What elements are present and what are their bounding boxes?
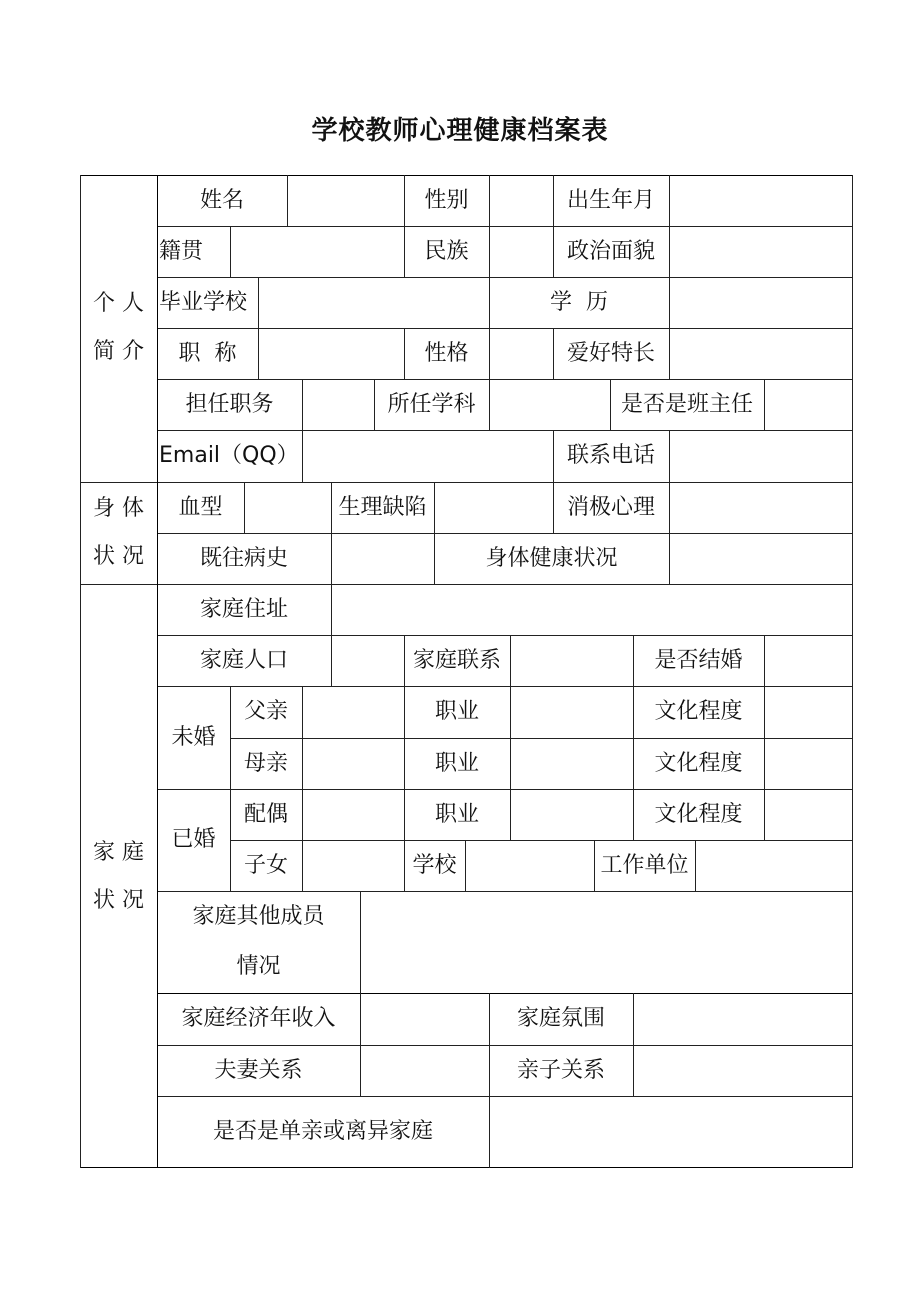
label-children-school: 学校 [412,852,457,878]
label-graduated-school: 毕业学校 [159,289,248,315]
field-head-teacher[interactable] [764,379,852,430]
label-married: 是否结婚 [654,647,743,673]
label-blood: 血型 [178,494,223,520]
field-native-place[interactable] [230,226,404,277]
label-wed: 已婚 [171,827,216,852]
label-health: 身体健康状况 [485,545,618,571]
field-position[interactable] [302,379,374,430]
field-character[interactable] [489,328,553,379]
field-parent-child[interactable] [633,1045,852,1096]
label-education: 学 历 [550,289,608,315]
form-title: 学校教师心理健康档案表 [311,116,609,146]
label-mother-occupation: 职业 [434,750,479,776]
label-phone: 联系电话 [566,443,655,468]
label-subject: 所任学科 [387,391,476,417]
label-other-members-line2: 情况 [236,954,281,979]
label-other-members [157,891,360,993]
label-negative: 消极心理 [566,494,655,520]
label-father-education: 文化程度 [654,699,743,724]
field-birth[interactable] [669,175,852,226]
label-population: 家庭人口 [199,647,288,673]
field-education[interactable] [669,277,852,328]
field-contact[interactable] [510,635,633,686]
label-character: 性格 [424,340,469,366]
label-unmarried: 未婚 [171,724,216,750]
field-population[interactable] [331,635,404,686]
field-defect[interactable] [434,482,553,533]
field-single-parent[interactable] [489,1096,852,1168]
section-body-line1: 身 体 [93,496,144,521]
field-other-members[interactable] [360,891,852,993]
field-email[interactable] [302,430,553,482]
label-father: 父亲 [243,699,288,724]
field-father[interactable] [302,686,404,738]
field-spouse[interactable] [302,789,404,840]
section-personal-line1: 个 人 [93,291,144,316]
label-atmosphere: 家庭氛围 [516,1006,605,1031]
label-gender: 性别 [424,187,469,213]
label-email: Email（QQ） [159,443,299,468]
label-defect: 生理缺陷 [338,494,427,520]
field-children-school[interactable] [465,840,594,891]
field-subject[interactable] [489,379,610,430]
label-head-teacher: 是否是班主任 [620,391,753,417]
field-spouse-occupation[interactable] [510,789,633,840]
field-ethnicity[interactable] [489,226,553,277]
label-mother-education: 文化程度 [654,750,743,776]
field-blood[interactable] [244,482,331,533]
label-mother: 母亲 [243,750,288,776]
label-spouse: 配偶 [243,801,288,827]
field-address[interactable] [331,584,852,635]
field-negative[interactable] [669,482,852,533]
label-father-occupation: 职业 [434,699,479,724]
field-history[interactable] [331,533,434,584]
field-mother-education[interactable] [764,738,852,789]
field-married[interactable] [764,635,852,686]
field-couple[interactable] [360,1045,489,1096]
label-political-status: 政治面貌 [566,238,655,264]
field-income[interactable] [360,993,489,1045]
label-work-unit: 工作单位 [600,852,689,878]
field-graduated-school[interactable] [258,277,489,328]
field-phone[interactable] [669,430,852,482]
field-title[interactable] [258,328,404,379]
label-address: 家庭住址 [199,596,288,622]
label-birth: 出生年月 [566,187,655,213]
field-mother[interactable] [302,738,404,789]
section-personal-line2: 简 介 [93,339,144,364]
label-position: 担任职务 [185,391,274,417]
field-children[interactable] [302,840,404,891]
field-mother-occupation[interactable] [510,738,633,789]
label-other-members-line1: 家庭其他成员 [192,904,325,929]
label-income: 家庭经济年收入 [181,1006,336,1031]
label-children: 子女 [243,852,288,878]
field-father-education[interactable] [764,686,852,738]
field-spouse-education[interactable] [764,789,852,840]
section-personal-label [80,277,157,379]
section-family-line2: 状 况 [93,888,144,913]
label-hobby: 爱好特长 [566,340,655,366]
section-body-label [80,482,157,584]
section-family-line1: 家 庭 [93,840,144,865]
label-native-place: 籍贯 [159,238,204,264]
label-name: 姓名 [199,187,244,213]
label-single-parent: 是否是单亲或离异家庭 [212,1119,433,1144]
field-father-occupation[interactable] [510,686,633,738]
field-political-status[interactable] [669,226,852,277]
field-name[interactable] [287,175,404,226]
label-spouse-occupation: 职业 [434,801,479,827]
field-work-unit[interactable] [695,840,852,891]
label-parent-child: 亲子关系 [516,1057,605,1083]
section-body-line2: 状 况 [93,544,144,569]
label-contact: 家庭联系 [412,647,501,673]
label-couple: 夫妻关系 [214,1057,303,1083]
label-history: 既往病史 [199,545,288,571]
field-gender[interactable] [489,175,553,226]
field-atmosphere[interactable] [633,993,852,1045]
label-spouse-education: 文化程度 [654,801,743,827]
section-family-label [80,826,157,928]
label-ethnicity: 民族 [424,238,469,264]
field-hobby[interactable] [669,328,852,379]
field-health[interactable] [669,533,852,584]
label-title: 职 称 [178,340,237,366]
